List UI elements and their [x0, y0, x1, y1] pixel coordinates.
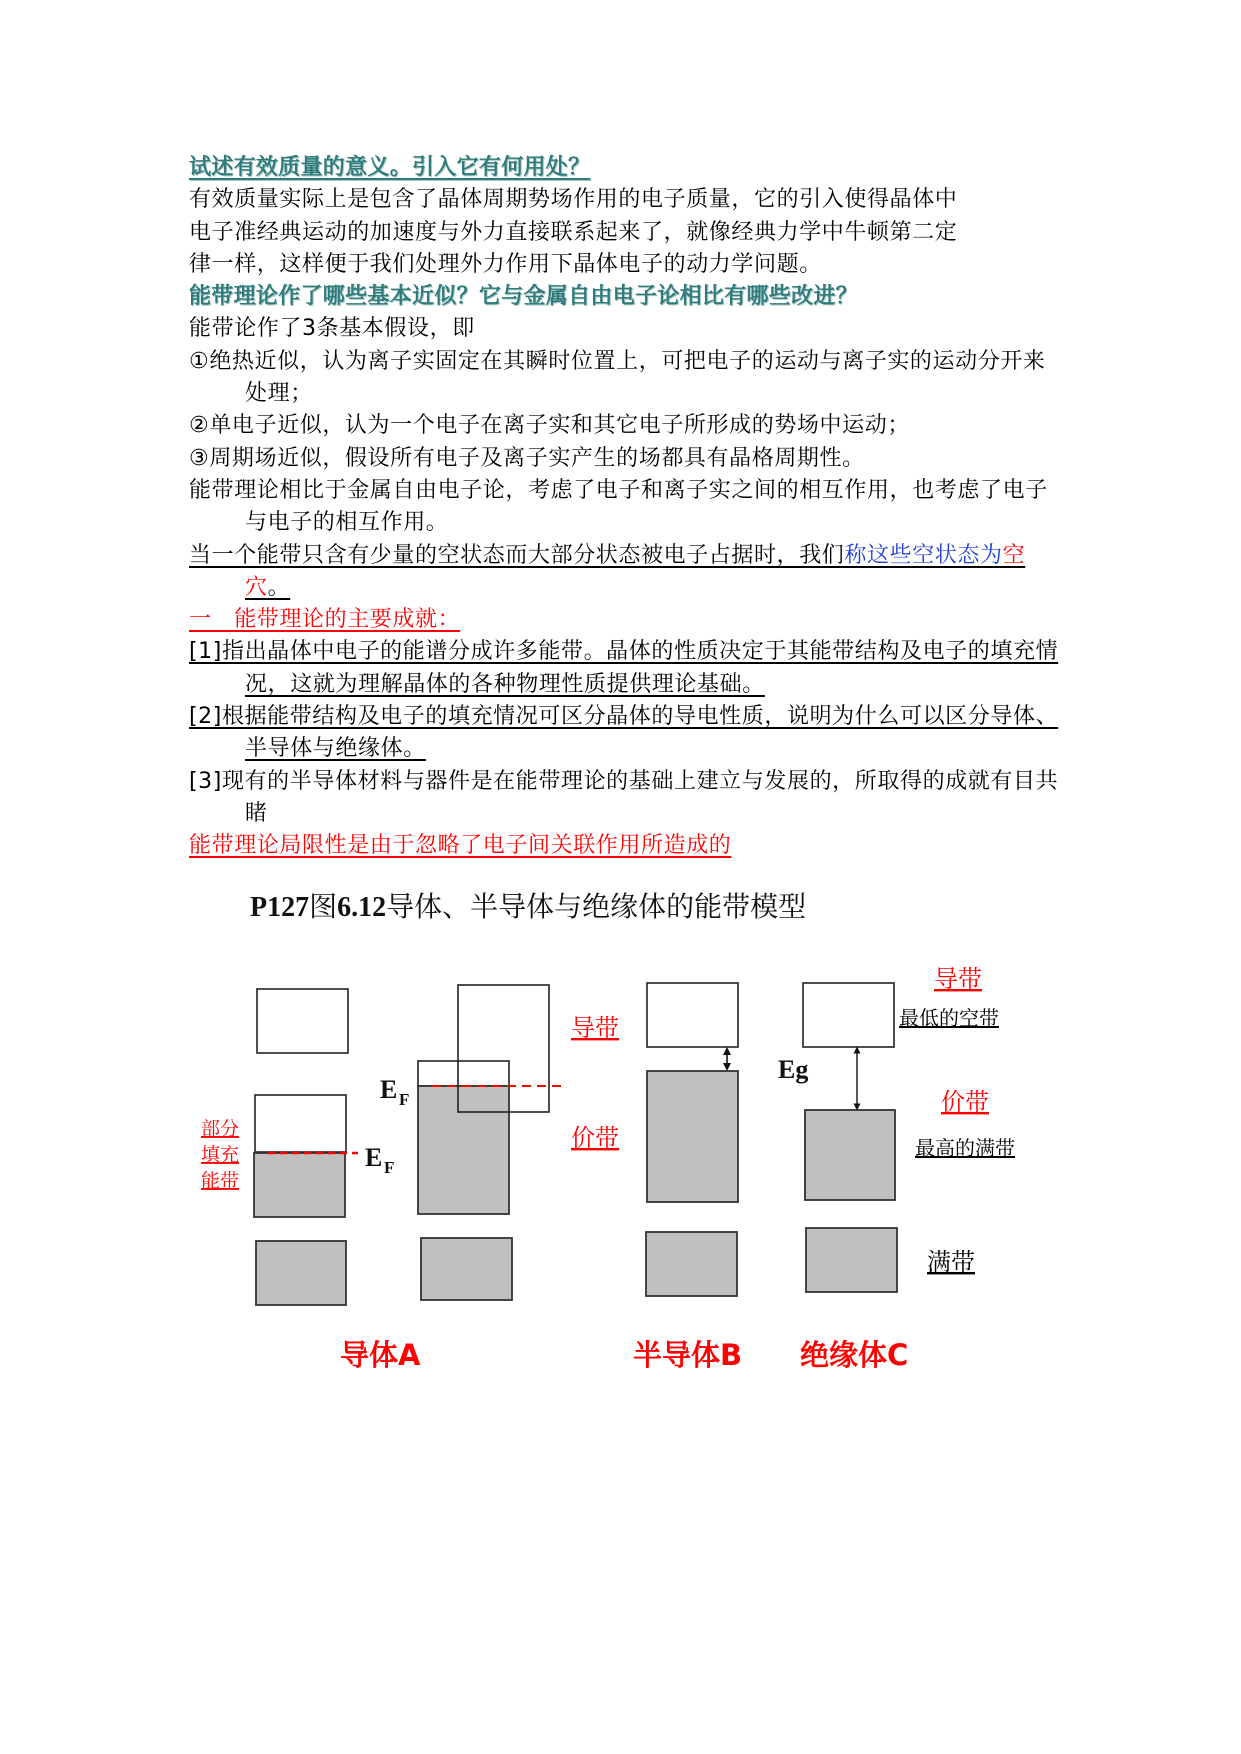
semiconductor-b-conduction-band [647, 983, 738, 1047]
diagram-title-number: 6.12 [337, 892, 387, 923]
valence-band-label-right: 价带 [941, 1088, 989, 1116]
achievement-item: [2]根据能带结构及电子的填充情况可区分晶体的导电性质，说明为什么可以区分导体、半导体与绝缘体。 [189, 704, 1059, 762]
answer-1-line: 律一样，这样便于我们处理外力作用下晶体电子的动力学问题。 [189, 251, 822, 277]
conductor-a2-valence-filled [418, 1086, 509, 1214]
highest-full-band-label: 最高的满带 [915, 1136, 1015, 1160]
assumption-adiabatic: ①绝热近似，认为离子实固定在其瞬时位置上，可把电子的运动与离子实的运动分开来处理； [189, 348, 1046, 407]
diagram-title-text: 导体、半导体与绝缘体的能带模型 [386, 892, 807, 923]
hole-definition-end: 。 [267, 574, 291, 600]
caption-insulator: 绝缘体C [800, 1338, 909, 1372]
conductor-a-partial-band-filled-part [254, 1153, 345, 1217]
full-band-label: 满带 [927, 1248, 975, 1276]
fermi-e: E [365, 1143, 383, 1172]
fermi-subscript-a: F [384, 1158, 395, 1177]
improvement-paragraph: 能带理论相比于金属自由电子论，考虑了电子和离子实之间的相互作用，也考虑了电子与电子的相互作用。 [189, 477, 1048, 536]
fermi-subscript-a2: F [399, 1090, 410, 1109]
fermi-level-label-a2 [380, 1075, 397, 1104]
diagram-title-page: P127 [250, 892, 310, 923]
caption-semiconductor: 半导体B [633, 1338, 743, 1372]
limitation-note: 能带理论局限性是由于忽略了电子间关联作用所造成的 [189, 833, 732, 859]
insulator-c-lower-full-band [806, 1228, 897, 1292]
semiconductor-b-valence-band [647, 1071, 738, 1202]
answer-1-line: 有效质量实际上是包含了晶体周期势场作用的电子质量，它的引入使得晶体中 [189, 187, 958, 213]
question-2-heading: 能带理论作了哪些基本近似？它与金属自由电子论相比有哪些改进？ [189, 284, 859, 310]
answer-2-intro: 能带论作了3条基本假设，即 [189, 316, 475, 342]
hole-definition-link[interactable]: 称这些空状态为 [844, 542, 1003, 568]
achievement-item: [1]指出晶体中电子的能谱分成许多能带。晶体的性质决定于其能带结构及电子的填充情况，这就为理解晶体的各种物理性质提供理论基础。 [189, 639, 1059, 697]
conductor-a-lower-full-band [256, 1241, 346, 1305]
assumption-single-electron: ②单电子近似，认为一个电子在离子实和其它电子所形成的势场中运动； [189, 413, 910, 439]
partial-band-label: 填充 [201, 1144, 240, 1166]
conductor-a2-valence-empty-top [418, 1061, 509, 1086]
partial-band-label: 部分 [201, 1118, 240, 1140]
conduction-band-label-right: 导带 [934, 965, 982, 993]
lowest-empty-band-label: 最低的空带 [899, 1006, 999, 1030]
conductor-a2-lower-full-band [421, 1238, 512, 1300]
assumption-periodic-field: ③周期场近似，假设所有电子及离子实产生的场都具有晶格周期性。 [189, 445, 865, 471]
fermi-e: E [380, 1075, 398, 1104]
insulator-c-conduction-band [803, 983, 894, 1047]
band-gap-label: Eg [778, 1055, 809, 1084]
hole-definition-text: 当一个能带只含有少量的空状态而大部分状态被电子占据时，我们 [189, 542, 845, 568]
conduction-band-label: 导带 [571, 1014, 619, 1042]
question-1-heading: 试述有效质量的意义。引入它有何用处？ [189, 155, 591, 180]
partial-band-label: 能带 [201, 1170, 240, 1192]
fermi-level-label-a [365, 1143, 382, 1172]
achievement-item: [3]现有的半导体材料与器件是在能带理论的基础上建立与发展的，所取得的成就有目共睹 [189, 768, 1059, 826]
valence-band-label: 价带 [571, 1124, 619, 1152]
conductor-a-partial-band-empty-part [255, 1095, 346, 1152]
semiconductor-b-lower-full-band [646, 1232, 737, 1296]
conductor-a-upper-empty-band [257, 989, 348, 1053]
hole-term: 空穴 [245, 542, 1026, 600]
achievements-heading: 一 能带理论的主要成就： [189, 607, 461, 633]
diagram-title-fig: 图 [309, 892, 338, 923]
caption-conductor: 导体A [340, 1338, 421, 1372]
insulator-c-valence-band [805, 1110, 895, 1200]
answer-1-line: 电子准经典运动的加速度与外力直接联系起来了，就像经典力学中牛顿第二定 [189, 219, 958, 245]
